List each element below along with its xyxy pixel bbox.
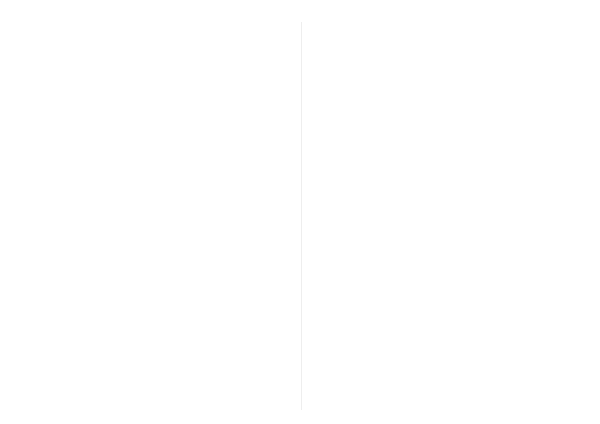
right-text-column	[316, 26, 560, 412]
column-divider	[301, 22, 302, 410]
left-text-column	[44, 26, 288, 412]
